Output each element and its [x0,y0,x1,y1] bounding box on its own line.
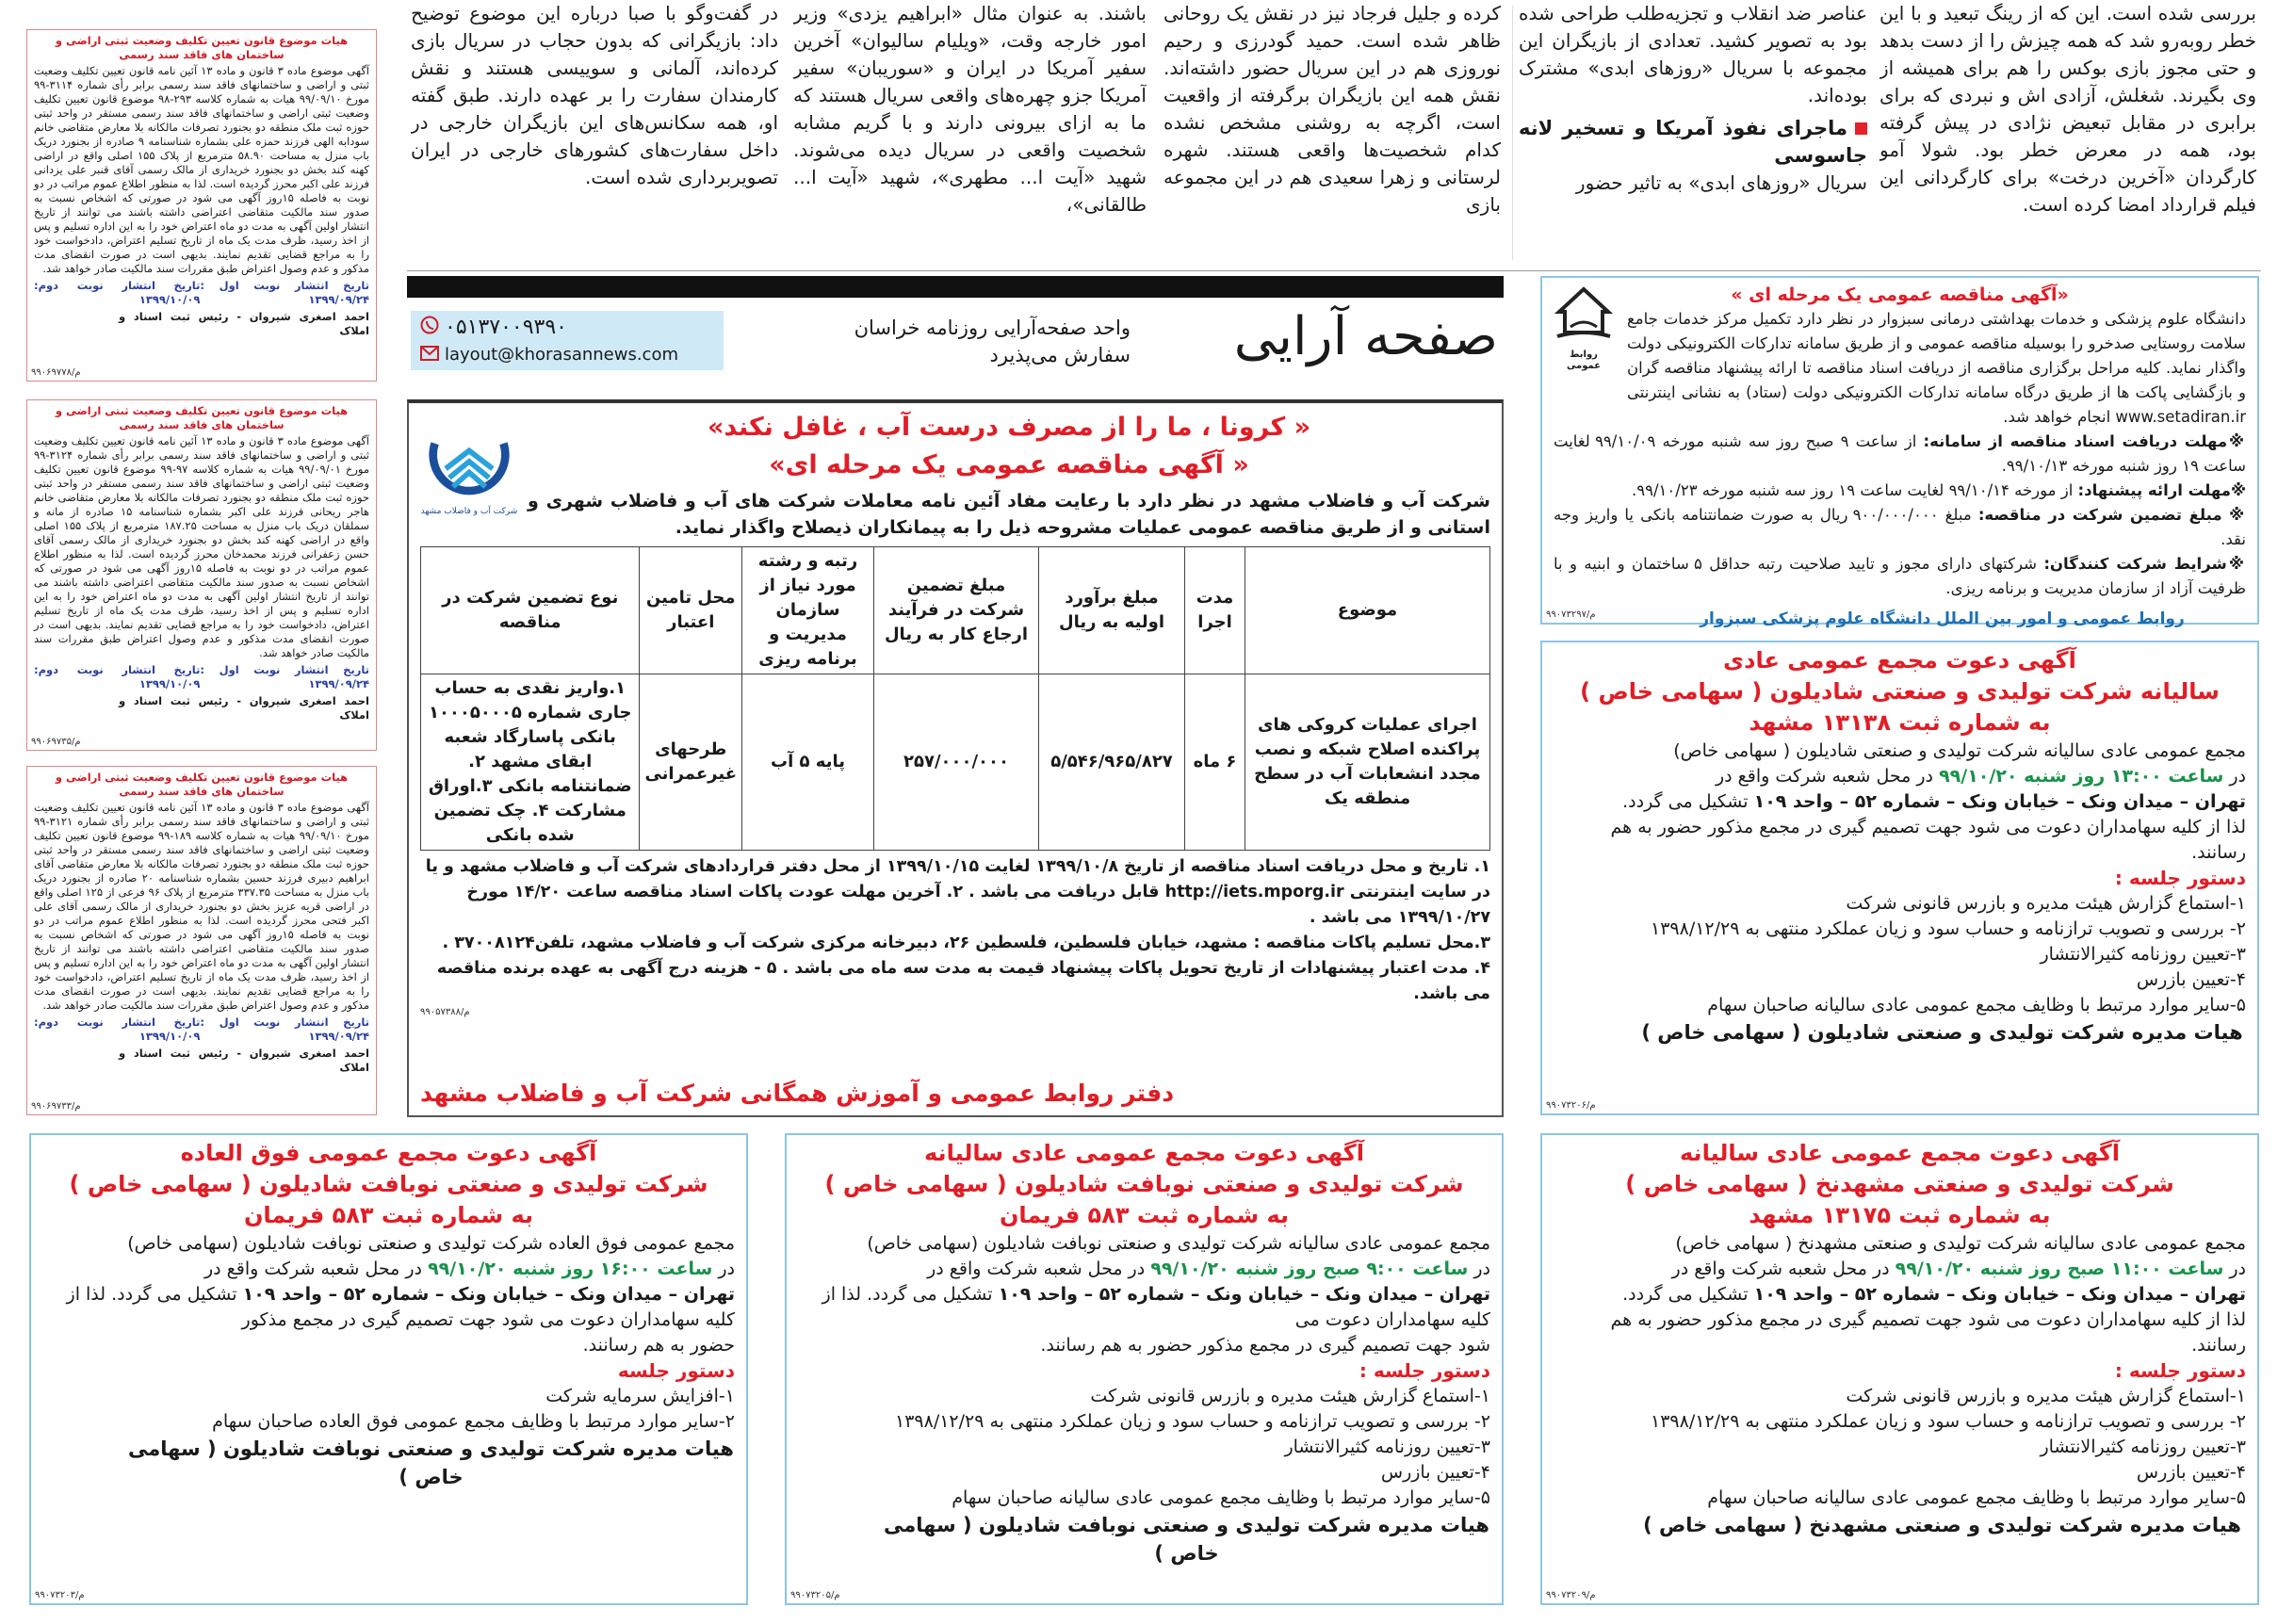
ad-title-line: شرکت تولیدی و صنعتی مشهدنخ ( سهامی خاص ) [1625,1171,2174,1197]
article-text: عناصر ضد انقلاب و تجزیه‌طلب طراحی شده بود به تصویر کشید. تعدادی از بازیگران این مجموعه با سریال «روزهای ابدی» مشترک بوده‌اند. [1519,2,1867,106]
meeting-time: ساعت ۱۱:۰۰ صبح روز شنبه ۹۹/۱۰/۲۰ [1895,1259,2224,1279]
envelope-icon [420,343,439,368]
article-text: بررسی شده است. این که از رینگ تبعید و با این خطر روبه‌رو شد که همه چیزش را از دست بدهد و حتی مجوز بازی بوکس را هم برای همیشه از وی بگیرند. شغلش، آزادی اش و نبردی که برای برابری در مقابل تبعیض نژادی در پیش گرفته بود، همه در معرض خطر بود. شولا آمو کارگردان «آخرین درخت» برای کارگردانی این فیلم قرارداد امضا کرده است. [1879,2,2256,216]
registry-notice-2 [26,399,377,751]
agenda-item: ۱-افزایش سرمایه شرکت [545,1386,735,1406]
ad-invite: شود جهت تصمیم گیری در مجمع مذکور حضور به هم رسانند. [1040,1335,1490,1356]
assembly-ad-noubaft-ordinary [785,1133,1504,1605]
subtitle-line: سفارش می‌پذیرد [989,344,1131,366]
layout-service-title: صفحه آرایی [1233,306,1498,367]
agenda-title: دستور جلسه : [1359,1359,1490,1382]
agenda-item: ۲- بررسی و تصویب ترازنامه و حساب سود و زیان عملکرد منتهی به ۱۳۹۸/۱۲/۲۹ [1651,918,2246,939]
article-column-3 [1163,0,1501,268]
ad-time-line [1554,764,2246,789]
article-column-1 [1879,0,2256,268]
agenda-item: ۴-تعیین بازرس [2136,969,2246,990]
text: تشکیل می گردد. لذا از کلیه سهامداران دعوت می شود جهت تصمیم گیری در مجمع مذکور [66,1284,735,1330]
column-divider [1512,6,1513,260]
ad-body: دانشگاه علوم پزشکی و خدمات بهداشتی درمانی سبزوار در نظر دارد تکمیل مرکز خدمات جامع سلامت روستایی صدخرو را بوسیله مناقصه عمومی و از طریق سامانه تدارکات الکترونیکی دولت واگذار نماید. کلیه مراحل برگزاری مناقصه از دریافت اسناد مناقصه تا ارائه پیشنهاد مناقصه گران و بازگشایی پاکت ها از طریق درگاه سامانه تدارکات الکترونیکی دولت (ستاد) به نشانی اینترنتی www.setadiran.ir انجام خواهد شد. [1627,310,2246,426]
subtitle-line: واحد صفحه‌آرایی روزنامه خراسان [854,317,1131,339]
condition-text: از مورخه ۹۹/۱۰/۱۴ لغایت ساعت ۱۹ روز سه شنبه مورخه ۹۹/۱۰/۲۳. [1632,481,2074,499]
agenda-item: ۱-استماع گزارش هیئت مدیره و بازرس قانونی شرکت [1090,1386,1490,1406]
ad-code: ۹۹۰۶۹۷۷۸/م [31,367,81,378]
water-company-tender-ad [407,399,1504,1117]
notice-title: هیات موضوع قانون تعیین تکلیف وضعیت ثبتی اراضی و ساختمان های فاقد سند رسمی [55,34,349,61]
ad-title-line: آگهی دعوت مجمع عمومی عادی [1723,647,2076,674]
table-row [421,674,1490,851]
ad-address-line [1554,1282,2246,1307]
ad-title-line: آگهی دعوت مجمع عمومی فوق العاده [180,1140,597,1166]
table-cell: ۵/۵۴۶/۹۶۵/۸۲۷ [1039,674,1185,851]
ad-invite: لذا از کلیه سهامداران دعوت می شود جهت تصمیم گیری در مجمع مذکور حضور به هم رسانند. [1610,1309,2246,1356]
article-subheading [1519,115,1867,170]
agenda-item: ۳-تعیین روزنامه کثیرالانتشار [2040,1437,2246,1457]
phone-icon [420,316,439,342]
ad-intro: مجمع عمومی عادی سالیانه شرکت تولیدی و صنعتی نوبافت شادیلون (سهامی خاص) [867,1233,1490,1254]
article-column-4 [793,0,1147,268]
notice-body: آگهی موضوع ماده ۳ قانون و ماده ۱۳ آئین نامه قانون تعیین تکلیف وضعیت ثبتی و اراضی و ساختمانهای فاقد سند رسمی برابر رأی شماره ۳۱۱۴-۹۹ مورخ ۹۹/۰۹/۱۰ هیات به شماره کلاسه ۲۹۳-۹۸ موضوع قانون تعیین تکلیف وضعیت ثبتی اراضی و ساختمانهای فاقد سند رسمی مستقر در واحد ثبتی حوزه ثبت ملک منطقه دو بجنورد تصرفات مالکانه بلا معارض متقاضی خانم سودابه الهی فرزند حمزه علی بشماره شناسنامه ۹ صادره از بجنورد دریک باب منزل به مساحت ۵۸.۹۰ مترمربع از پلاک ۱۵۵ اصلی واقع در اراضی کهنه کند بخش دو بجنورد خریداری از مالک رسمی آقای قنبر علی یزدانی فرزند علی اکبر محرز گردیده است. لذا به منظور اطلاع عموم مراتب در دو نوبت به فاصله ۱۵روز آگهی می شود در صورتی که اشخاص نسبت به صدور سند مالکیت متقاضی اعتراضی داشته باشند می توانند از تاریخ انتشار اولین آگهی به مدت دو ماه اعتراض خود را به این اداره تسلیم و پس از اخذ رسید، ظرف مدت یک ماه از تاریخ تسلیم اعتراض، دادخواست خود را به مراجع قضایی تقدیم نمایند. بدیهی است در صورت انقضای مدت مذکور و عدم وصول اعتراض طبق مقررات سند مالکیت صادر خواهد شد. [34,64,370,275]
ad-intro: مجمع عمومی عادی سالیانه شرکت تولیدی و صنعتی مشهدنخ ( سهامی خاص) [1675,1233,2246,1254]
ad-body [798,1231,1490,1511]
ad-signature: روابط عمومی و امور بین الملل دانشگاه علوم پزشکی سبزوار [1700,609,2185,628]
condition-text: از ساعت ۹ صبح روز سه شنبه مورخه ۹۹/۱۰/۰۹ لغایت ساعت ۱۹ روز شنبه مورخه ۹۹/۱۰/۱۳. [1554,432,2246,475]
ad-conditions [1554,430,2246,601]
registry-notice-1 [26,29,377,382]
ad-title-line: به شماره ثبت ۱۳۱۳۸ مشهد [1749,709,2051,736]
ad-heading-block [528,409,1490,541]
university-logo-icon [1554,285,1614,342]
table-cell: پایه ۵ آب [742,674,874,851]
ad-title-line: آگهی دعوت مجمع عمومی عادی سالیانه [1680,1140,2120,1166]
condition-label: ※مهلت ارائه پیشنهاد: [2077,481,2246,499]
agenda-item: ۵-سایر موارد مرتبط با وظایف مجمع عمومی عادی سالیانه صاحبان سهام [952,1487,1490,1508]
text: تشکیل می گردد. [1622,1284,1749,1305]
article-column-2 [1519,0,1867,268]
ad-title-line: به شماره ثبت ۵۸۳ فریمان [243,1202,534,1228]
notice-body: آگهی موضوع ماده ۳ قانون و ماده ۱۳ آئین نامه قانون تعیین تکلیف وضعیت ثبتی و اراضی و ساختمانهای فاقد سند رسمی برابر رأی شماره ۳۱۲۱-۹۹ مورخ ۹۹/۰۹/۱۰ هیات به شماره کلاسه ۱۸۹-۹۹ موضوع قانون تعیین تکلیف وضعیت ثبتی اراضی و ساختمانهای فاقد سند رسمی مستقر در واحد ثبتی حوزه ثبت ملک منطقه دو بجنورد تصرفات مالکانه بلا معارض متقاضی آقای ابراهیم دبیری فرزند حسین بشماره شناسنامه ۲۰ صادره از بجنورد دریک باب منزل به مساحت ۳۳۷.۳۵ مترمربع از پلاک ۹۶ فرعی از ۱۲۵ اصلی واقع در اراضی قریه عزیز بخش دو بجنورد خریداری از مالک رسمی آقای علی اکبر فتحی محرز گردیده است. لذا به منظور اطلاع عموم مراتب در دو نوبت به فاصله ۱۵روز آگهی می شود در صورتی که اشخاص نسبت به صدور سند مالکیت متقاضی اعتراضی داشته باشند می توانند از تاریخ انتشار اولین آگهی به مدت دو ماه اعتراض خود را به این اداره تسلیم و پس از اخذ رسید، ظرف مدت یک ماه از تاریخ تسلیم اعتراض، دادخواست خود را به مراجع قضایی تقدیم نمایند. بدیهی است در صورت انقضای مدت مذکور و عدم وصول اعتراض طبق مقررات سند مالکیت صادر خواهد شد. [34,801,370,1012]
table-header: مبلغ تضمین شرکت در فرآیند ارجاع کار به ریال [874,547,1039,674]
text: در محل شعبه شرکت واقع در [1715,766,1934,787]
notice-title: هیات موضوع قانون تعیین تکلیف وضعیت ثبتی اراضی و ساختمان های فاقد سند رسمی [55,771,349,798]
ad-slogan: « کرونا ، ما را از مصرف درست آب ، غافل نکند» [707,413,1311,442]
table-header: مبلغ برآورد اولیه به ریال [1039,547,1185,674]
article-text: باشند. به عنوان مثال «ابراهیم یزدی» وزیر امور خارجه وقت، «ویلیام سالیوان» آخرین سفیر آمریکا در ایران و «سوریبان» سفیر آمریکا جزو چهره‌های واقعی سریال هستند که ما به ازای بیرونی دارند و با گریم مشابه شخصیت واقعی در سریال دیده می‌شوند. شهید «آیت ا... مطهری»، شهید «آیت ا... طالقانی»، [793,2,1147,216]
ad-title-line: شرکت تولیدی و صنعتی نوبافت شادیلون ( سهامی خاص ) [824,1171,1464,1197]
condition-item [1554,552,2246,601]
notice-signature: احمد اصغری شیروان - رئیس ثبت اسناد و املاک [119,310,369,337]
contact-box [411,311,724,370]
ad-time-line [1554,1257,2246,1282]
meeting-time: ساعت ۱۳:۰۰ روز شنبه ۹۹/۱۰/۲۰ [1939,766,2224,787]
agenda-title: دستور جلسه [617,1359,735,1382]
tender-note: ۳.محل تسلیم پاکات مناقصه : مشهد، خیابان فلسطین، فلسطین ۲۶، دبیرخانه مرکزی شرکت آب و فاضلاب مشهد، تلفن۳۷۰۰۸۱۲۴ . [442,934,1490,952]
ad-body [42,1231,735,1435]
water-company-logo [420,409,518,541]
black-header-bar [407,276,1504,298]
ad-intro: مجمع عمومی عادی سالیانه شرکت تولیدی و صنعتی شادیلون ( سهامی خاص) [1673,740,2246,761]
table-header: نوع تضمین شرکت در مناقصه [421,547,640,674]
condition-item [1554,503,2246,552]
meeting-address: تهران – میدان ونک – خیابان ونک – شماره ۵۲ – واحد ۱۰۹ [242,1284,735,1305]
table-cell: ۲۵۷/۰۰۰/۰۰۰ [874,674,1039,851]
table-header: موضوع [1245,547,1490,674]
agenda-item: ۲- بررسی و تصویب ترازنامه و حساب سود و زیان عملکرد منتهی به ۱۳۹۸/۱۲/۲۹ [1651,1411,2246,1432]
ad-code: ۹۹۰۶۹۷۳۳/م [31,1101,81,1112]
article-text: در گفت‌وگو با صبا درباره این موضوع توضیح داد: بازیگرانی که بدون حجاب در سریال بازی کرده‌اند، آلمانی و سوییسی هستند و نقش کارمندان سفارت را بر عهده دارند. طبق گفته او، همه سکانس‌های این بازیگران خارجی در داخل سفارت‌های کشورهای خارجی در ایران تصویربرداری شده است. [411,2,778,188]
tender-note: ۴. مدت اعتبار پیشنهادات از تاریخ تحویل پاکات پیشنهاد قیمت به مدت سه ماه می باشد . ۵ - هزینه درج آگهی به عهده برنده مناقصه می باشد. [436,959,1490,1003]
agenda-item: ۵-سایر موارد مرتبط با وظایف مجمع عمومی عادی سالیانه صاحبان سهام [1707,995,2246,1015]
condition-label: ※شرایط شرکت کنندگان: [2043,555,2247,573]
text: تشکیل می گردد. لذا از کلیه سهامداران دعوت می [822,1284,1490,1330]
ad-code: ۹۹۰۷۳۲۰۶/م [1546,1100,1596,1111]
text: در [2229,766,2246,787]
text: تشکیل می گردد. [1622,791,1749,812]
article-column-5 [411,0,778,268]
ad-time-line [798,1257,1490,1282]
ad-intro: مجمع عمومی فوق العاده شرکت تولیدی و صنعتی نوبافت شادیلون (سهامی خاص) [127,1233,735,1254]
condition-item [1554,430,2246,479]
ad-title-line: سالیانه شرکت تولیدی و صنعتی شادیلون ( سهامی خاص ) [1580,678,2220,705]
ad-invite: حضور به هم رسانند. [582,1335,735,1356]
meeting-address: تهران – میدان ونک – خیابان ونک – شماره ۵۲ – واحد ۱۰۹ [998,1284,1490,1305]
sabzevar-university-tender-ad [1540,276,2259,628]
ad-intro: شرکت آب و فاضلاب مشهد در نظر دارد با رعایت مفاد آئین نامه معاملات شرکت های آب و فاضلاب شهری و استانی و از طریق مناقصه عمومی عملیات مشروحه ذیل را به پیمانکاران ذیصلاح واگذار نماید. [528,491,1490,538]
ad-title: «آگهی مناقصه عمومی یک مرحله ای » [1731,284,2069,305]
agenda-item: ۲- بررسی و تصویب ترازنامه و حساب سود و زیان عملکرد منتهی به ۱۳۹۸/۱۲/۲۹ [895,1411,1490,1432]
ad-signature: دفتر روابط عمومی و آموزش همگانی شرکت آب و فاضلاب مشهد [420,1080,1175,1107]
agenda-item: ۲-سایر موارد مرتبط با وظایف مجمع عمومی فوق العاده صاحبان سهام [212,1411,735,1432]
text: در [718,1259,735,1279]
article-text: سریال «روزهای ابدی» به تاثیر حضور [1575,171,1867,194]
tender-table [420,546,1490,851]
registry-notice-3 [26,766,377,1115]
notice-body: آگهی موضوع ماده ۳ قانون و ماده ۱۳ آئین نامه قانون تعیین تکلیف وضعیت ثبتی و اراضی و ساختمانهای فاقد سند رسمی برابر رأی شماره ۳۱۲۴-۹۹ مورخ ۹۹/۰۹/۰۱ هیات به شماره کلاسه ۹۷-۹۹ موضوع قانون تعیین تکلیف وضعیت ثبتی اراضی و ساختمانهای فاقد سند رسمی مستقر در واحد ثبتی حوزه ثبت ملک منطقه دو بجنورد تصرفات مالکانه بلا معارض متقاضی خانم هاجر ریحانی فرزند علی اکبر بشماره شناسنامه ۱۵ صادره از مانه و سملقان دریک باب منزل به مساحت ۱۸۷.۲۵ مترمربع از پلاک ۱۵۵ اصلی واقع در اراضی کهنه کند بخش دو بجنورد خریداری از مالک رسمی آقای حسن زعفرانی فرزند محمدخان محرز گردیده است. لذا به منظور اطلاع عموم مراتب در دو نوبت به فاصله ۱۵روز آگهی می شود در صورتی که اشخاص نسبت به صدور سند مالکیت متقاضی اعتراضی داشته باشند می توانند از تاریخ انتشار اولین آگهی به مدت دو ماه اعتراض خود را به این اداره تسلیم و پس از اخذ رسید، ظرف مدت یک ماه از تاریخ تسلیم اعتراض، دادخواست خود را به مراجع قضایی تقدیم نمایند. بدیهی است در صورت انقضای مدت مذکور و عدم وصول اعتراض طبق مقررات سند مالکیت صادر خواهد شد. [34,434,370,659]
agenda-item: ۳-تعیین روزنامه کثیرالانتشار [1284,1437,1490,1457]
condition-label: ※ مبلغ تضمین شرکت در مناقصه: [1977,506,2247,524]
text: در [2229,1259,2246,1279]
ad-body [1554,739,2246,1018]
ad-address-line [798,1282,1490,1333]
table-header-row [421,547,1490,674]
ad-top [420,409,1490,541]
ad-signature: هیات مدیره شرکت تولیدی و صنعتی نوبافت شادیلون ( سهامی خاص ) [884,1514,1489,1565]
publish-date-2: تاریخ انتشار نوبت دوم: ۱۳۹۹/۱۰/۰۹ [34,279,201,306]
agenda-item: ۴-تعیین بازرس [1380,1462,1490,1483]
table-header: رتبه و رشته مورد نیاز از سازمان مدیریت و برنامه ریزی [742,547,874,674]
agenda-item: ۵-سایر موارد مرتبط با وظایف مجمع عمومی عادی سالیانه صاحبان سهام [1707,1487,2246,1508]
agenda-title: دستور جلسه : [2114,1359,2246,1382]
ad-title-line: به شماره ثبت ۵۸۳ فریمان [999,1202,1290,1228]
text: در محل شعبه شرکت واقع در [927,1259,1146,1279]
table-header: محل تامین اعتبار [640,547,742,674]
ad-time-line [42,1257,735,1282]
ad-code: ۹۹۰۷۳۲۹۷/م [1546,609,1596,620]
divider [407,270,2261,271]
ad-title-line: شرکت تولیدی و صنعتی نوبافت شادیلون ( سهامی خاص ) [69,1171,708,1197]
agenda-title: دستور جلسه : [2114,867,2246,889]
ad-title: « آگهی مناقصه عمومی یک مرحله ای» [769,450,1249,479]
publish-date-1: تاریخ انتشار نوبت اول : ۱۳۹۹/۰۹/۲۴ [200,1015,369,1043]
logo-caption: شرکت آب و فاضلاب مشهد [420,507,518,516]
tender-notes [420,854,1490,1007]
phone-number: ۰۵۱۳۷۰۰۹۳۹۰ [445,316,567,339]
tender-note: ۱. تاریخ و محل دریافت اسناد مناقصه از تاریخ ۱۳۹۹/۱۰/۸ لغایت ۱۳۹۹/۱۰/۱۵ از محل دفتر قراردادهای شرکت آب و فاضلاب مشهد و یا در سایت اینترنتی http://iets.mporg.ir قابل دریافت می باشد . ۲. آخرین مهلت عودت پاکات اسناد مناقصه ساعت ۱۴/۲۰ مورخ ۱۳۹۹/۱۰/۲۷ می باشد . [425,857,1490,927]
red-square-bullet-icon [1855,122,1867,135]
university-logo [1552,285,1616,372]
meeting-address: تهران – میدان ونک – خیابان ونک – شماره ۵۲ – واحد ۱۰۹ [1753,1284,2246,1305]
ad-code: ۹۹۰۷۳۲۰۵/م [790,1590,840,1600]
meeting-time: ساعت ۹:۰۰ صبح روز شنبه ۹۹/۱۰/۲۰ [1150,1259,1469,1279]
ad-code: ۹۹۰۷۳۲۰۹/م [1546,1590,1596,1600]
agenda-item: ۳-تعیین روزنامه کثیرالانتشار [2040,944,2246,965]
layout-service-subtitle [810,315,1131,369]
table-cell: ۶ ماه [1185,674,1245,851]
text: در [1473,1259,1490,1279]
table-header: مدت اجرا [1185,547,1245,674]
condition-label: ※مهلت دریافت اسناد مناقصه از سامانه: [1923,432,2246,450]
condition-text: مبلغ ۹۰۰/۰۰۰/۰۰۰ ریال به صورت ضمانتنامه بانکی یا واریز وجه نقد. [1554,506,2246,548]
meeting-time: ساعت ۱۶:۰۰ روز شنبه ۹۹/۱۰/۲۰ [428,1259,713,1279]
table-cell: طرحهای غیرعمرانی [640,674,742,851]
ad-code: ۹۹۰۵۷۳۸۸/م [420,1007,470,1017]
ad-title-line: آگهی دعوت مجمع عمومی عادی سالیانه [924,1140,1364,1166]
ad-invite: لذا از کلیه سهامداران دعوت می شود جهت تصمیم گیری در مجمع مذکور حضور به هم رسانند. [1610,817,2246,863]
condition-text: شرکتهای دارای مجوز و تایید صلاحیت رتبه حداقل ۵ ساختمان و ابنیه و با ظرفیت آزاد از سازمان مدیریت و برنامه ریزی. [1554,555,2246,597]
table-cell: اجرای عملیات کروکی های پراکنده اصلاح شبکه و نصب مجدد انشعابات آب در سطح منطقه یک [1245,674,1490,851]
condition-item [1554,479,2246,503]
publish-date-2: تاریخ انتشار نوبت دوم: ۱۳۹۹/۱۰/۰۹ [34,1015,201,1043]
text: در محل شعبه شرکت واقع در [1671,1259,1890,1279]
assembly-ad-noubaft-extraordinary [29,1133,748,1605]
ad-signature: هیات مدیره شرکت تولیدی و صنعتی نوبافت شادیلون ( سهامی خاص ) [128,1437,734,1488]
publish-date-2: تاریخ انتشار نوبت دوم: ۱۳۹۹/۱۰/۰۹ [34,663,201,690]
ad-signature: هیات مدیره شرکت تولیدی و صنعتی مشهدنخ ( سهامی خاص ) [1643,1514,2241,1536]
logo-caption: روابط عمومی [1566,349,1602,371]
notice-title: هیات موضوع قانون تعیین تکلیف وضعیت ثبتی اراضی و ساختمان های فاقد سند رسمی [55,404,349,431]
assembly-ad-mashhadnakh [1540,1133,2259,1605]
table-cell: ۱.واریز نقدی به حساب جاری شماره ۱۰۰۰۵۰۰۰۵ بانکی پاسارگاد شعبه ابقای مشهد ۲. ضمانتنامه بانکی ۳.اوراق مشارکت ۴. چک تضمین شده بانکی [421,674,640,851]
ad-signature: هیات مدیره شرکت تولیدی و صنعتی شادیلون ( سهامی خاص ) [1641,1021,2243,1044]
publish-date-1: تاریخ انتشار نوبت اول : ۱۳۹۹/۰۹/۲۴ [200,279,369,306]
ad-code: ۹۹۰۶۹۷۳۵/م [31,737,81,747]
ad-body [1554,1231,2246,1511]
agenda-item: ۱-استماع گزارش هیئت مدیره و بازرس قانونی شرکت [1846,893,2246,914]
notice-signature: احمد اصغری شیروان - رئیس ثبت اسناد و املاک [119,694,369,722]
meeting-address: تهران – میدان ونک – خیابان ونک – شماره ۵۲ – واحد ۱۰۹ [1753,791,2246,812]
article-text: کرده و جلیل فرجاد نیز در نقش یک روحانی ظاهر شده است. حمید گودرزی و رحیم نوروزی هم در این سریال حضور داشته‌اند. نقش همه این بازیگران برگرفته از واقعیت است، اگرچه به روشنی مشخص نشده کدام شخصیت‌ها واقعی هستند. شهره لرستانی و زهرا سعیدی هم در این مجموعه بازی [1163,2,1501,216]
text: در محل شعبه شرکت واقع در [203,1259,423,1279]
agenda-item: ۴-تعیین بازرس [2136,1462,2246,1483]
notice-signature: احمد اصغری شیروان - رئیس ثبت اسناد و املاک [119,1047,369,1074]
water-logo-icon [426,416,513,503]
ad-code: ۹۹۰۷۳۲۰۳/م [35,1590,85,1600]
ad-address-line [1554,789,2246,815]
agenda-item: ۱-استماع گزارش هیئت مدیره و بازرس قانونی شرکت [1846,1386,2246,1406]
email-address[interactable]: layout@khorasannews.com [445,345,679,365]
ad-title-line: به شماره ثبت ۱۳۱۷۵ مشهد [1749,1202,2051,1228]
publish-date-1: تاریخ انتشار نوبت اول : ۱۳۹۹/۰۹/۲۴ [200,663,369,690]
subheading-text: ماجرای نفوذ آمریکا و تسخیر لانه جاسوسی [1519,117,1867,167]
ad-address-line [42,1282,735,1333]
assembly-ad-shadilon [1540,641,2259,1115]
